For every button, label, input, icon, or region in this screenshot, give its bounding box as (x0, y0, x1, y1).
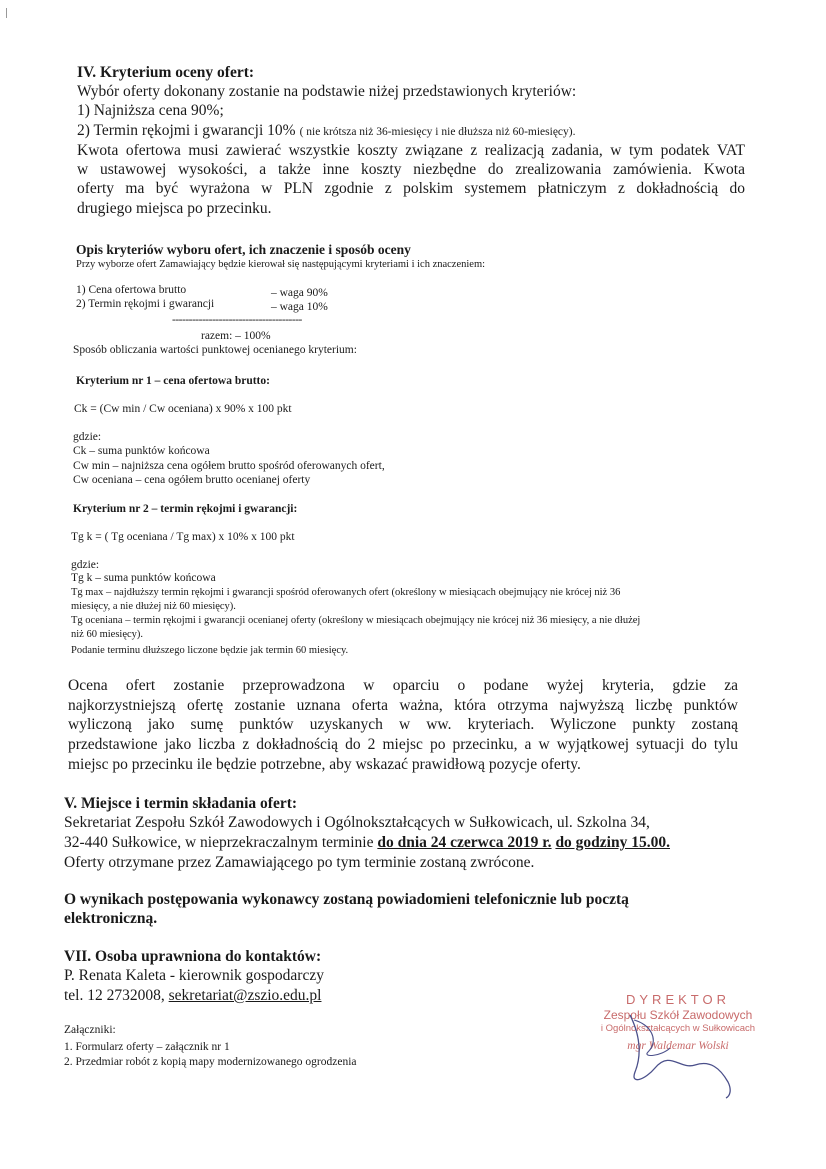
evaluation-line: Ocena ofert zostanie przeprowadzona w oparciu o podane wyżej kryteria, gdzie za (68, 677, 738, 694)
k1-heading: Kryterium nr 1 – cena ofertowa brutto: (76, 375, 270, 387)
k2-def3a: Tg oceniana – termin rękojmi i gwarancji ocenianej oferty (określony w miesiącach obejmujący nie krócej niż 36 miesięcy, a nie dłużej (71, 615, 641, 626)
criterion1-label: 1) Cena ofertowa brutto (76, 284, 187, 296)
section5-line1: Sekretariat Zespołu Szkół Zawodowych i Ogólnokształcących w Sułkowicach, ul. Szkolna 34, (64, 814, 650, 831)
k2-where: gdzie: (71, 559, 100, 571)
contact-phone: tel. 12 2732008, (64, 987, 165, 1004)
section4-item2-main: 2) Termin rękojmi i gwarancji 10% (77, 122, 296, 139)
section7-heading: VII. Osoba uprawniona do kontaktów: (64, 948, 322, 965)
criterion1-weight: – waga 90% (271, 287, 328, 299)
section4-para-line: Kwota ofertowa musi zawierać wszystkie koszty związane z realizacją zadania, w tym podatek VAT (77, 142, 745, 159)
section4-para-line: oferty ma być wyrażona w PLN zgodnie z polskim systemem płatniczym z dokładnością do (77, 180, 745, 197)
criterion2-label: 2) Termin rękojmi i gwarancji (76, 298, 215, 310)
handwritten-signature (600, 1010, 740, 1100)
section4-item1: 1) Najniższa cena 90%; (77, 102, 224, 119)
criteria-divider: --------------------------------------- (172, 314, 302, 326)
k2-def3b: niż 60 miesięcy). (71, 629, 144, 640)
criteria-heading: Opis kryteriów wyboru ofert, ich znaczenie i sposób oceny (76, 242, 411, 257)
section4-para-line: drugiego miejsca po przecinku. (77, 200, 272, 217)
k1-where: gdzie: (73, 431, 102, 443)
criteria-total: razem: – 100% (201, 330, 271, 342)
results-line1: O wynikach postępowania wykonawcy zostaną powiadomieni telefonicznie lub pocztą (64, 891, 629, 908)
stamp-title: DYREKTOR (626, 992, 730, 1007)
evaluation-line: miejsc po przecinku ile będzie potrzebne, aby wskazać prawidłową pozycje oferty. (68, 756, 581, 773)
section4-item2 (77, 122, 576, 140)
section4-intro: Wybór oferty dokonany zostanie na podstawie niżej przedstawionych kryteriów: (77, 83, 577, 100)
section5-line2 (64, 834, 670, 852)
stamp-line1: Zespołu Szkół Zawodowych (603, 1008, 753, 1022)
stamp-line3: mgr Waldemar Wolski (627, 1040, 729, 1052)
stamp-line2: i Ogólnokształcących w Sułkowicach (600, 1023, 756, 1034)
k2-def1: Tg k – suma punktów końcowa (71, 572, 216, 584)
criteria-intro: Przy wyborze ofert Zamawiający będzie kierował się następującymi kryteriami i ich znaczeniem: (76, 259, 486, 270)
attachment-item: 1. Formularz oferty – załącznik nr 1 (64, 1041, 230, 1053)
section4-heading: IV. Kryterium oceny ofert: (77, 64, 255, 81)
contact-email-link[interactable]: sekretariat@zszio.edu.pl (168, 987, 322, 1004)
k2-formula: Tg k = ( Tg oceniana / Tg max) x 10% x 100 pkt (71, 531, 295, 543)
attachment-item: 2. Przedmiar robót z kopią mapy modernizowanego ogrodzenia (64, 1056, 357, 1068)
contact-line (64, 987, 321, 1005)
section4-para-line: w ustawowej wysokości, a także inne koszty niezbędne do zrealizowania zamówienia. Kwota (77, 161, 745, 178)
contact-name: P. Renata Kaleta - kierownik gospodarczy (64, 967, 324, 984)
attachments-heading: Załączniki: (64, 1024, 116, 1036)
k1-def3: Cw oceniana – cena ogółem brutto ocenianej oferty (73, 474, 311, 486)
k1-def1: Ck – suma punktów końcowa (73, 445, 210, 457)
criterion2-weight: – waga 10% (271, 301, 328, 313)
evaluation-line: najkorzystniejszą ofertę zostanie uznana oferta ważna, która otrzyma najwyższą liczbę punktów (68, 697, 738, 714)
section5-deadline-prefix: 32-440 Sułkowice, w nieprzekraczalnym terminie (64, 834, 374, 851)
section5-deadline-date: do dnia 24 czerwca 2019 r. (377, 834, 552, 851)
section5-deadline-time: do godziny 15.00. (555, 834, 670, 851)
evaluation-line: przedstawione jako liczba z dokładnością do 2 miejsc po przecinku, a w wyjątkowej sytuacji do tylu (68, 736, 738, 753)
section5-heading: V. Miejsce i termin składania ofert: (64, 795, 298, 812)
k1-formula: Ck = (Cw min / Cw oceniana) x 90% x 100 pkt (74, 403, 292, 415)
k2-def2a: Tg max – najdłuższy termin rękojmi i gwarancji spośród oferowanych ofert (określony w miesiącach obejmujący nie krócej niż 36 (71, 587, 621, 598)
criteria-method: Sposób obliczania wartości punktowej ocenianego kryterium: (73, 344, 357, 356)
results-line2: elektroniczną. (64, 910, 158, 927)
section4-item2-note: ( nie krótsza niż 36-miesięcy i nie dłuższa niż 60-miesięcy). (299, 126, 576, 138)
section5-line3: Oferty otrzymane przez Zamawiającego po tym terminie zostaną zwrócone. (64, 854, 535, 871)
evaluation-line: wyliczoną jako sumę punktów uzyskanych w ww. kryteriach. Wyliczone punkty zostaną (68, 716, 738, 733)
k2-def2b: miesięcy, a nie dłużej niż 60 miesięcy). (71, 601, 236, 612)
k1-def2: Cw min – najniższa cena ogółem brutto spośród oferowanych ofert, (73, 460, 385, 472)
scan-mark (6, 8, 13, 18)
k2-def4: Podanie terminu dłuższego liczone będzie jak termin 60 miesięcy. (71, 645, 349, 656)
k2-heading: Kryterium nr 2 – termin rękojmi i gwarancji: (73, 503, 298, 515)
